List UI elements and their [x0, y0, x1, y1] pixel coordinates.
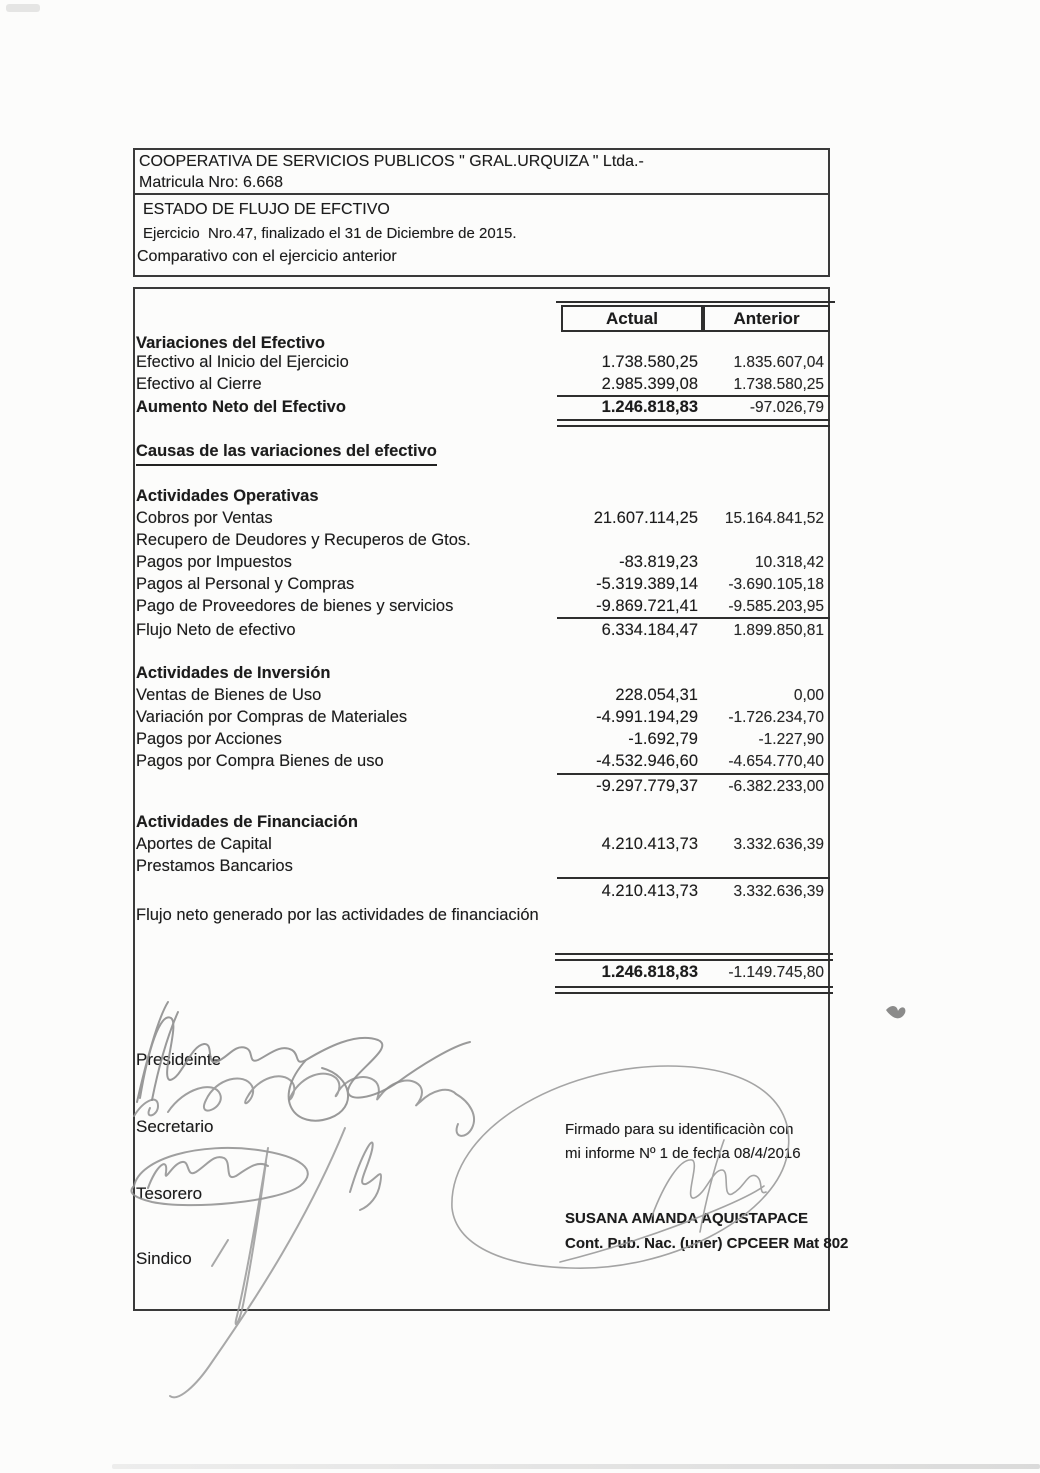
table-row — [136, 834, 828, 856]
column-header-anterior: Anterior — [703, 305, 830, 332]
double-rule — [557, 419, 830, 427]
statement-period: Ejercicio Nro.47, finalizado el 31 de Diciembre de 2015. — [143, 225, 517, 242]
column-header-actual: Actual — [561, 305, 703, 332]
anterior-value: -97.026,79 — [749, 399, 824, 416]
anterior-value: -4.654.770,40 — [728, 753, 824, 770]
table-row — [136, 552, 828, 574]
anterior-value: -3.690.105,18 — [728, 576, 824, 593]
anterior-value: 3.332.636,39 — [733, 836, 824, 853]
double-rule — [555, 953, 833, 961]
row-label: Actividades de Financiación — [136, 813, 358, 831]
actual-value: -4.991.194,29 — [596, 708, 698, 726]
anterior-value: 1.835.607,04 — [733, 354, 824, 371]
anterior-value: 3.332.636,39 — [733, 883, 824, 900]
signature-label-president: Presideinte — [136, 1050, 222, 1069]
table-row — [136, 596, 828, 618]
subtotal-rule — [557, 617, 830, 619]
subtotal-rule — [557, 773, 830, 775]
grand-total-row — [136, 962, 828, 984]
subtotal-rule — [557, 877, 830, 879]
actual-value: 2.985.399,08 — [601, 375, 698, 393]
certification-line-2: mi informe Nº 1 de fecha 08/4/2016 — [565, 1145, 801, 1162]
section-heading — [136, 441, 828, 463]
row-label: Flujo neto generado por las actividades de financiación — [136, 906, 539, 924]
double-rule — [555, 986, 833, 994]
anterior-value: -1.149.745,80 — [728, 964, 824, 981]
table-row — [136, 397, 828, 419]
actual-value: -1.692,79 — [628, 730, 698, 748]
row-label: Pagos por Acciones — [136, 730, 282, 748]
row-label: Pagos al Personal y Compras — [136, 575, 355, 593]
table-row — [136, 352, 828, 374]
signature-label-secretary: Secretario — [136, 1117, 214, 1136]
actual-value: 1.246.818,83 — [601, 398, 698, 416]
section-heading — [136, 663, 828, 685]
company-name: COOPERATIVA DE SERVICIOS PUBLICOS " GRAL.URQUIZA " Ltda.- — [139, 153, 644, 170]
actual-value: -4.532.946,60 — [596, 752, 698, 770]
actual-value: 1.246.818,83 — [601, 963, 698, 981]
row-label: Prestamos Bancarios — [136, 857, 293, 875]
actual-value: 4.210.413,73 — [601, 835, 698, 853]
table-row — [136, 729, 828, 751]
actual-value: 6.334.184,47 — [601, 621, 698, 639]
table-row — [136, 574, 828, 596]
row-label: Recupero de Deudores y Recuperos de Gtos. — [136, 531, 471, 549]
table-row — [136, 776, 828, 798]
actual-value: 228.054,31 — [615, 686, 698, 704]
table-row — [136, 685, 828, 707]
row-label: Ventas de Bienes de Uso — [136, 686, 322, 704]
table-row — [136, 530, 828, 552]
anterior-value: -6.382.233,00 — [728, 778, 824, 795]
table-row — [136, 620, 828, 642]
table-row — [136, 508, 828, 530]
row-label: Actividades de Inversión — [136, 664, 331, 682]
header-divider — [133, 193, 830, 195]
row-label: Causas de las variaciones del efectivo — [136, 441, 437, 466]
table-row — [136, 374, 828, 396]
column-header-top-rule — [556, 301, 835, 303]
actual-value: -5.319.389,14 — [596, 575, 698, 593]
row-label: Cobros por Ventas — [136, 509, 273, 527]
anterior-value: 1.899.850,81 — [733, 622, 824, 639]
anterior-value: 1.738.580,25 — [733, 376, 824, 393]
actual-value: -9.869.721,41 — [596, 597, 698, 615]
section-heading — [136, 486, 828, 508]
row-label: Aumento Neto del Efectivo — [136, 398, 346, 416]
table-row — [136, 856, 828, 878]
row-label: Pagos por Impuestos — [136, 553, 292, 571]
anterior-value: -1.726.234,70 — [728, 709, 824, 726]
row-label: Efectivo al Inicio del Ejercicio — [136, 353, 349, 371]
actual-value: 4.210.413,73 — [601, 882, 698, 900]
row-label: Pago de Proveedores de bienes y servicios — [136, 597, 454, 615]
row-label: Variaciones del Efectivo — [136, 334, 325, 352]
actual-value: -9.297.779,37 — [596, 777, 698, 795]
row-label: Variación por Compras de Materiales — [136, 708, 408, 726]
registration-number: Matricula Nro: 6.668 — [139, 174, 284, 191]
actual-value: -83.819,23 — [619, 553, 698, 571]
row-label: Actividades Operativas — [136, 487, 319, 505]
anterior-value: -1.227,90 — [758, 731, 824, 748]
row-label: Pagos por Compra Bienes de uso — [136, 752, 384, 770]
anterior-value: 0,00 — [793, 687, 824, 704]
row-label: Aportes de Capital — [136, 835, 272, 853]
table-row — [136, 707, 828, 729]
certification-line-1: Firmado para su identificaciòn con — [565, 1121, 794, 1138]
section-heading — [136, 812, 828, 834]
table-row — [136, 751, 828, 773]
scan-smudge — [6, 4, 40, 12]
row-label: Flujo Neto de efectivo — [136, 621, 296, 639]
table-row — [136, 881, 828, 903]
signature-label-treasurer: Tesorero — [136, 1184, 203, 1203]
accountant-name: SUSANA AMANDA AQUISTAPACE — [565, 1210, 809, 1227]
actual-value: 21.607.114,25 — [593, 509, 698, 527]
scan-mark — [886, 1006, 905, 1018]
anterior-value: 15.164.841,52 — [724, 510, 824, 527]
anterior-value: 10.318,42 — [755, 554, 824, 571]
row-label: Efectivo al Cierre — [136, 375, 262, 393]
anterior-value: -9.585.203,95 — [728, 598, 824, 615]
accountant-credential: Cont. Pub. Nac. (uner) CPCEER Mat 802 — [565, 1235, 849, 1252]
signature-label-syndic: Sindico — [136, 1249, 192, 1268]
statement-title: ESTADO DE FLUJO DE EFCTIVO — [143, 201, 390, 218]
actual-value: 1.738.580,25 — [601, 353, 698, 371]
scan-edge-shadow — [112, 1464, 1040, 1469]
table-row — [136, 905, 828, 927]
comparison-note: Comparativo con el ejercicio anterior — [137, 248, 397, 265]
